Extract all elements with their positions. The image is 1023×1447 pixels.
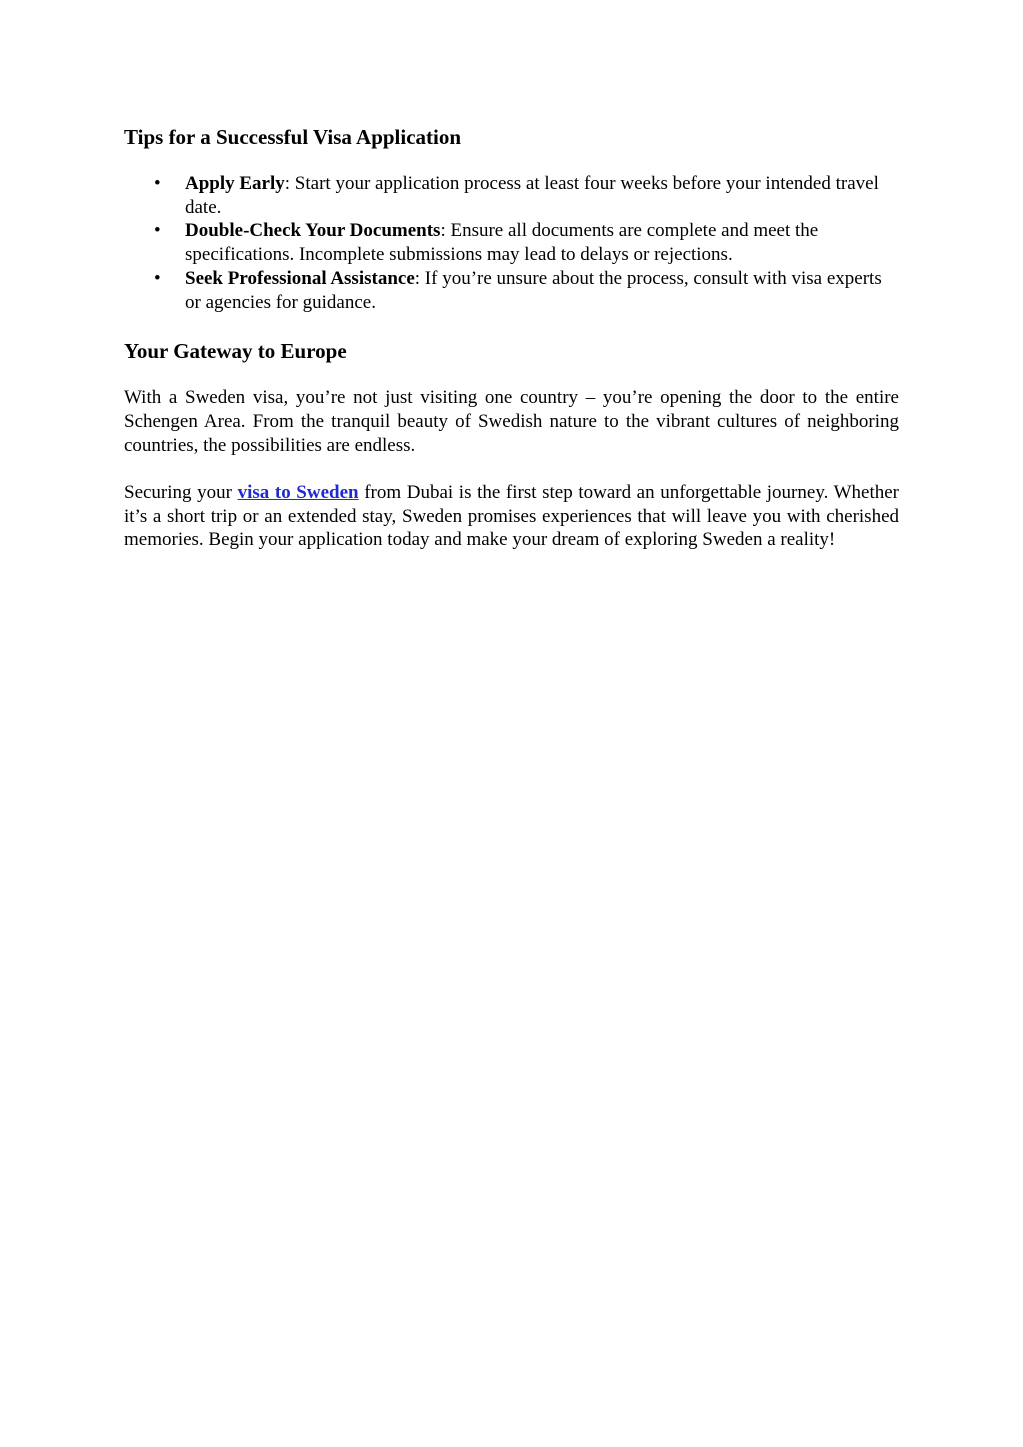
document-page xyxy=(124,122,899,552)
visa-to-sweden-link[interactable]: visa to Sweden xyxy=(237,482,359,504)
tips-heading: Tips for a Successful Visa Application xyxy=(124,125,462,149)
bullet-icon: • xyxy=(154,220,161,242)
bullet-icon: • xyxy=(154,267,161,289)
tip-text: : If you’re unsure about the process, consult with visa experts or agencies for guidance. xyxy=(185,267,882,313)
paragraph-text-before-link: Securing your xyxy=(124,482,238,504)
gateway-heading: Your Gateway to Europe xyxy=(124,339,347,364)
list-item xyxy=(124,219,899,266)
paragraph-text-after-link: from Dubai is the first step toward an unforgettable journey. Whether it’s a short trip or an extended stay, Sweden promises experiences that will leave you with cherished memories. Begin your application today and make your dream of exploring Sweden a reality! xyxy=(124,482,899,551)
gateway-paragraph-1: With a Sweden visa, you’re not just visiting one country – you’re opening the door to the entire Schengen Area. From the tranquil beauty of Swedish nature to the vibrant cultures of neighboring countries, the possibilities are endless. xyxy=(124,387,899,456)
gateway-paragraph-2 xyxy=(124,481,899,552)
tips-list xyxy=(124,172,899,314)
tip-text: : Start your application process at least four weeks before your intended travel date. xyxy=(185,173,879,218)
list-item xyxy=(124,267,899,314)
list-item xyxy=(124,172,899,219)
tip-text: : Ensure all documents are complete and meet the specifications. Incomplete submissions may lead to delays or rejections. xyxy=(185,220,819,266)
bullet-icon: • xyxy=(154,173,161,194)
tip-term: Double-Check Your Documents xyxy=(185,220,441,242)
tip-term: Apply Early xyxy=(185,173,285,194)
tip-term: Seek Professional Assistance xyxy=(185,267,415,289)
